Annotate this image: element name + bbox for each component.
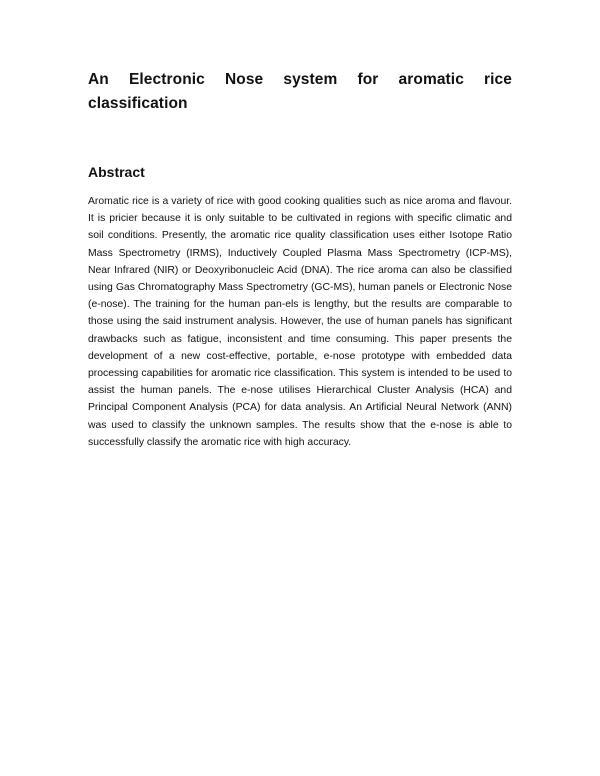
abstract-heading: Abstract bbox=[88, 164, 145, 180]
paper-title: An Electronic Nose system for aromatic rice classification bbox=[88, 71, 512, 112]
abstract-text: Aromatic rice is a variety of rice with good cooking qualities such as nice aroma and flavour. It is pricier because it is only suitable to be cultivated in regions with specific climatic and soil conditions. Presently, the aromatic rice quality classification uses either Isotope Ratio Mass Spectrometry (IRMS), Inductively Coupled Plasma Mass Spectrometry (ICP-MS), Near Infrared (NIR) or Deoxyribonucleic Acid (DNA). The rice aroma can also be classified using Gas Chromatography Mass Spectrometry (GC-MS), human panels or Electronic Nose (e-nose). The training for the human pan-els is lengthy, but the results are comparable to those using the said instrument analysis. However, the use of human panels has significant drawbacks such as fatigue, inconsistent and time consuming. This paper presents the development of a new cost-effective, portable, e-nose prototype with embedded data processing capabilities for aromatic rice classification. This system is intended to be used to assist the human panels. The e-nose utilises Hierarchical Cluster Analysis (HCA) and Principal Component Analysis (PCA) for data analysis. An Artificial Neural Network (ANN) was used to classify the unknown samples. The results show that the e-nose is able to successfully classify the aromatic rice with high accuracy. bbox=[88, 196, 512, 448]
